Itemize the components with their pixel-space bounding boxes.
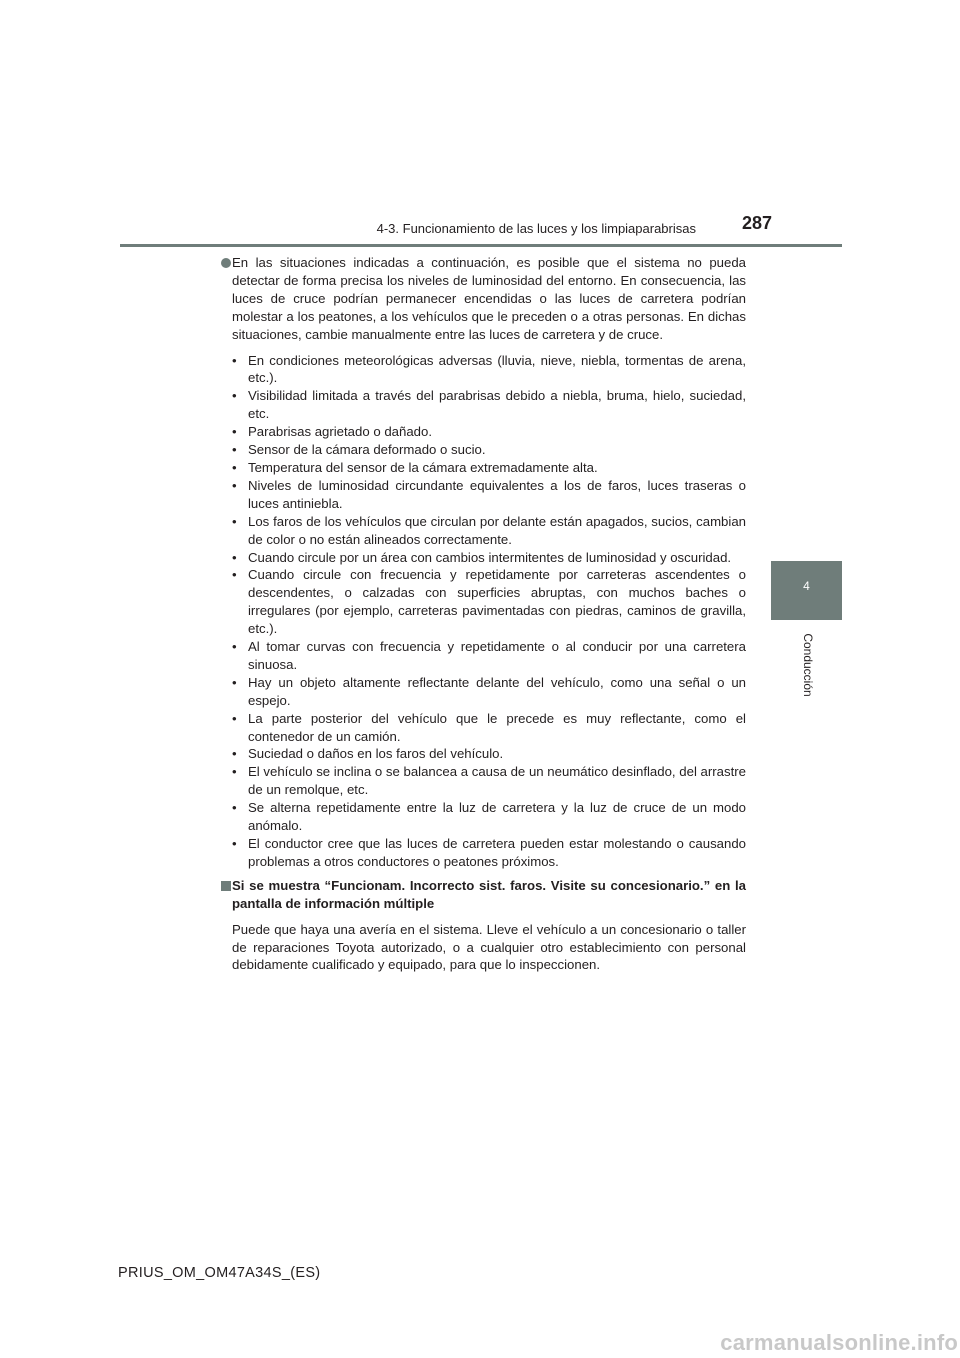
list-item-text: Se alterna repetidamente entre la luz de carretera y la luz de cruce de un modo anómalo. — [248, 800, 746, 834]
page-number: 287 — [742, 213, 773, 233]
main-content — [222, 254, 746, 974]
list-item — [232, 387, 746, 423]
bullet-dot: • — [232, 459, 237, 475]
section-body: Puede que haya una avería en el sistema. Lleve el vehículo a un concesionario o taller de reparaciones Toyota autorizado, o a cualquier otro establecimiento con personal debidamente cualificado y equipado, para que lo inspeccionen. — [232, 921, 746, 973]
list-item-text: Al tomar curvas con frecuencia y repetidamente o al conducir por una carretera sinuosa. — [248, 639, 746, 672]
list-item — [232, 549, 746, 567]
bullet-dot: • — [232, 513, 237, 529]
list-item — [232, 674, 746, 710]
bullet-dot: • — [232, 442, 237, 458]
list-item — [232, 710, 746, 746]
bullet-dot: • — [232, 388, 237, 404]
bullet-dot: • — [232, 674, 237, 690]
bullet-dot: • — [232, 549, 237, 565]
list-item-text: El conductor cree que las luces de carretera pueden estar molestando o causando problemas a otros conductores o peatones próximos. — [248, 836, 746, 869]
circle-bullet-icon — [221, 258, 231, 268]
list-item-text: Suciedad o daños en los faros del vehículo. — [248, 746, 504, 762]
list-item-text: Cuando circule con frecuencia y repetidamente por carreteras ascendentes o descendentes, o calzadas con superficies abruptas, con muchos baches o irregulares (por ejemplo, carreteras pavimentadas con piedras, caminos de gravilla, etc.). — [248, 567, 746, 637]
list-item — [232, 638, 746, 674]
list-item-text: Hay un objeto altamente reflectante delante del vehículo, como una señal o un espejo. — [248, 674, 746, 708]
watermark: carmanualsonline.info — [720, 1330, 958, 1355]
list-item-text: Sensor de la cámara deformado o sucio. — [248, 442, 486, 458]
chapter-tab — [771, 561, 842, 620]
list-item-text: Temperatura del sensor de la cámara extremadamente alta. — [248, 459, 598, 475]
list-item — [232, 763, 746, 799]
list-item — [232, 745, 746, 763]
list-item-text: Cuando circule por un área con cambios intermitentes de luminosidad y oscuridad. — [248, 549, 732, 565]
list-item — [232, 835, 746, 871]
list-item-text: En condiciones meteorológicas adversas (lluvia, nieve, niebla, tormentas de arena, etc.). — [248, 352, 746, 386]
list-item-text: Parabrisas agrietado o dañado. — [248, 424, 433, 440]
bullet-dot: • — [232, 477, 237, 493]
chapter-title: Conducción — [801, 633, 815, 697]
running-header-section: 4-3. Funcionamiento de las luces y los limpiaparabrisas — [376, 221, 696, 236]
square-bullet-icon — [221, 881, 231, 891]
bullet-dot: • — [232, 746, 237, 762]
list-item-text: Niveles de luminosidad circundante equivalentes a los de faros, luces traseras o luces antiniebla. — [248, 477, 746, 511]
intro-paragraph — [222, 254, 746, 344]
conditions-list — [222, 352, 746, 871]
document-code: PRIUS_OM_OM47A34S_(ES) — [118, 1265, 321, 1281]
header-divider — [120, 244, 842, 247]
list-item-text: El vehículo se inclina o se balancea a causa de un neumático desinflado, del arrastre de un remolque, etc. — [248, 764, 746, 798]
intro-paragraph-text: En las situaciones indicadas a continuación, es posible que el sistema no pueda detectar de forma precisa los niveles de luminosidad del entorno. En consecuencia, las luces de cruce podrían permanecer encendidas o las luces de carretera podrían molestar a los peatones, a los vehículos que le preceden o a otras personas. En dichas situaciones, cambie manualmente entre las luces de carretera y de cruce. — [232, 255, 746, 342]
bullet-dot: • — [232, 567, 237, 583]
list-item — [232, 441, 746, 459]
bullet-dot: • — [232, 800, 237, 816]
bullet-dot: • — [232, 710, 237, 726]
bullet-dot: • — [232, 352, 237, 368]
bullet-dot: • — [232, 836, 237, 851]
list-item-text: Visibilidad limitada a través del parabrisas debido a niebla, bruma, hielo, suciedad, etc. — [248, 388, 746, 422]
section-subheading — [222, 877, 746, 913]
list-item — [232, 352, 746, 388]
list-item — [232, 513, 746, 549]
list-item-text: La parte posterior del vehículo que le precede es muy reflectante, como el contenedor de un camión. — [248, 710, 746, 744]
list-item — [232, 799, 746, 835]
bullet-dot: • — [232, 424, 237, 440]
list-item — [232, 477, 746, 513]
bullet-dot: • — [232, 764, 237, 780]
list-item-text: Los faros de los vehículos que circulan por delante están apagados, sucios, cambian de color o no están alineados correctamente. — [248, 513, 746, 547]
section-subheading-text: Si se muestra “Funcionam. Incorrecto sist. faros. Visite su concesionario.” en la pantalla de información múltiple — [232, 877, 746, 911]
chapter-number: 4 — [803, 579, 810, 593]
bullet-dot: • — [232, 639, 237, 655]
list-item — [232, 566, 746, 638]
list-item — [232, 423, 746, 441]
list-item — [232, 459, 746, 477]
